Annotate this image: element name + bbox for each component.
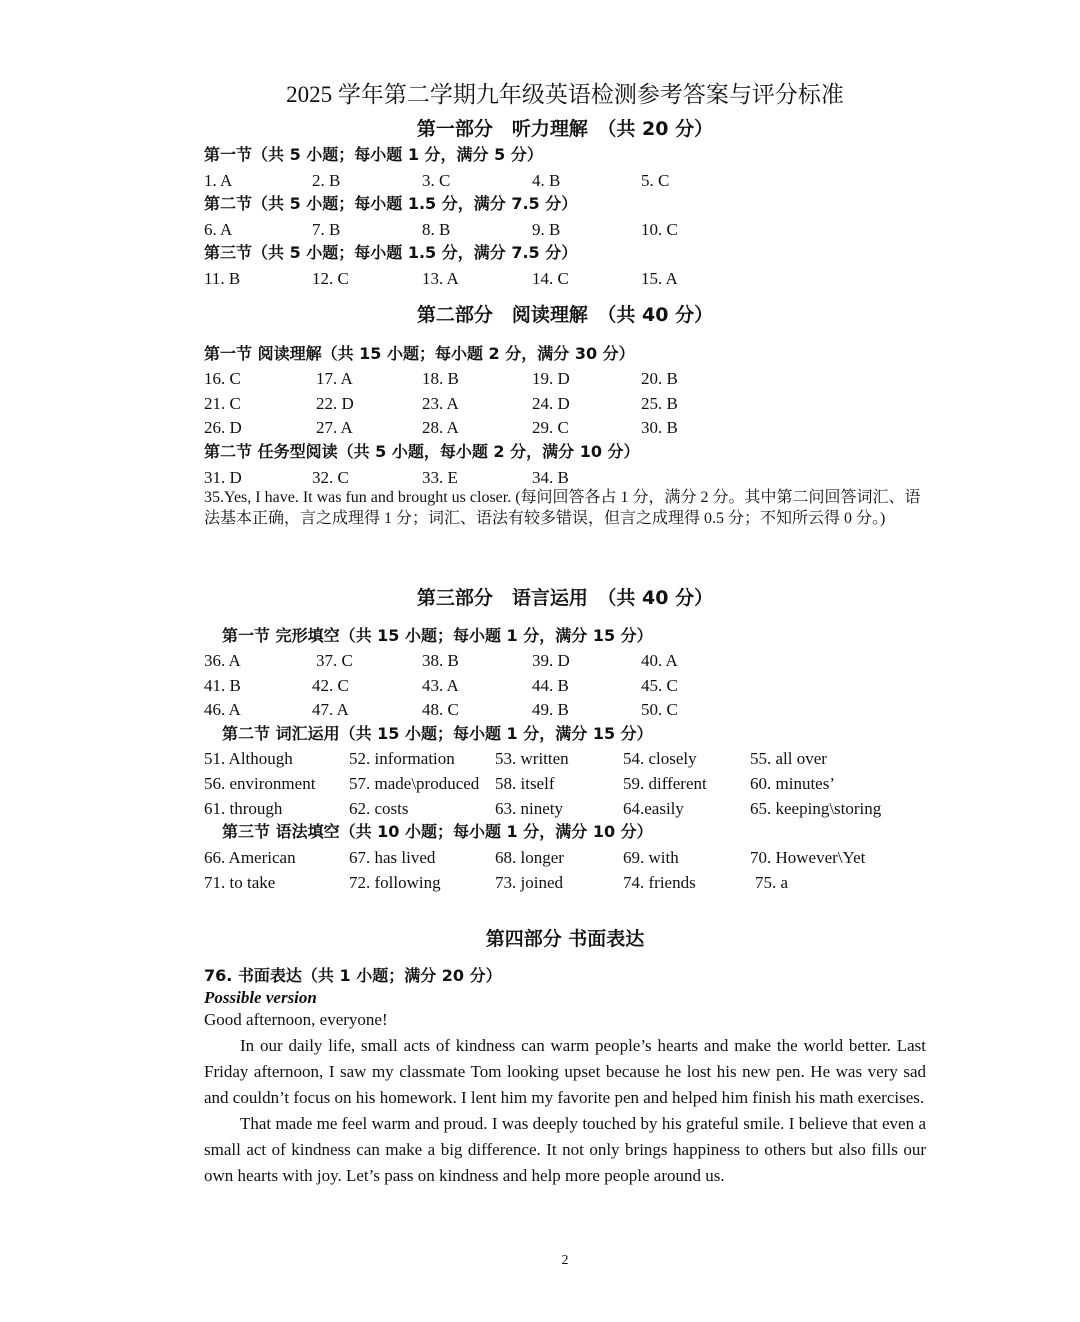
answer-item: 11. B [204,269,241,288]
answer-item: 58. itself [495,774,555,793]
answer-item: 25. B [641,394,678,413]
answer-item: 55. all over [750,749,827,768]
answer-item: 48. C [422,700,459,719]
answer-item: 7. B [312,220,341,239]
part1-section3-heading: 第三节（共 5 小题；每小题 1.5 分，满分 7.5 分） [204,243,578,262]
answer-item: 27. A [316,418,353,437]
answer-item: 9. B [532,220,561,239]
part3-heading: 第三部分 语言运用 （共 40 分） [416,587,714,609]
answer-row [0,747,1080,771]
answer-item: 70. However\Yet [750,848,866,867]
answer-item: 38. B [422,651,459,670]
essay-greeting: Good afternoon, everyone! [204,1010,388,1029]
answer-item: 2. B [312,171,341,190]
answer-item: 51. Although [204,749,293,768]
possible-version-label: Possible version [204,988,317,1007]
answer-item: 67. has lived [349,848,436,867]
answer-row [0,466,1080,490]
answer-item: 39. D [532,651,570,670]
answer-item: 24. D [532,394,570,413]
answer-item: 37. C [316,651,353,670]
answer-item: 28. A [422,418,459,437]
answer-item: 52. information [349,749,455,768]
answer-item: 73. joined [495,873,563,892]
answer-item: 72. following [349,873,441,892]
answer-row [0,674,1080,698]
answer-item: 23. A [422,394,459,413]
answer-item: 32. C [312,468,349,487]
answer-item: 33. E [422,468,458,487]
answer-item: 40. A [641,651,678,670]
part1-section2-heading: 第二节（共 5 小题；每小题 1.5 分，满分 7.5 分） [204,194,578,213]
answer-item: 17. A [316,369,353,388]
answer-item: 59. different [623,774,707,793]
q35-answer-note: 35.Yes, I have. It was fun and brought us closer. (每问回答各占 1 分，满分 2 分。其中第二问回答词汇、语法基本正确，言之成理得 1 分；词汇、语法有较多错误，但言之成理得 0.5 分；不知所云得 0 分。) [204,489,921,527]
page-title: 2025 学年第二学期九年级英语检测参考答案与评分标准 [286,82,844,107]
part3-section3-heading: 第三节 语法填空（共 10 小题；每小题 1 分，满分 10 分） [222,822,653,841]
part2-section1-heading: 第一节 阅读理解（共 15 小题；每小题 2 分，满分 30 分） [204,344,635,363]
answer-item: 21. C [204,394,241,413]
part4-section-heading: 76. 书面表达（共 1 小题；满分 20 分） [204,966,502,985]
answer-row [0,846,1080,870]
part3-section1-heading: 第一节 完形填空（共 15 小题；每小题 1 分，满分 15 分） [222,626,653,645]
answer-item: 31. D [204,468,242,487]
answer-item: 49. B [532,700,569,719]
essay-paragraph-1: In our daily life, small acts of kindness can warm people’s hearts and make the world better. Last Friday afternoon, I saw my classmate Tom looking upset because he lost his new pen. He was very sad and couldn’t focus on his homework. I lent him my favorite pen and helped him finish his math exercises. [204,1036,926,1107]
answer-row [0,392,1080,416]
answer-item: 56. environment [204,774,316,793]
answer-item: 18. B [422,369,459,388]
answer-item: 45. C [641,676,678,695]
answer-item: 74. friends [623,873,696,892]
answer-item: 20. B [641,369,678,388]
model-essay [204,1007,926,1189]
answer-item: 46. A [204,700,241,719]
answer-item: 42. C [312,676,349,695]
answer-item: 54. closely [623,749,697,768]
answer-item: 36. A [204,651,241,670]
answer-row [0,367,1080,391]
answer-item: 29. C [532,418,569,437]
answer-item: 50. C [641,700,678,719]
answer-row [0,416,1080,440]
answer-item: 63. ninety [495,799,563,818]
answer-item: 61. through [204,799,283,818]
answer-item: 53. written [495,749,569,768]
page-number: 2 [561,1253,569,1268]
part1-heading: 第一部分 听力理解 （共 20 分） [416,118,714,140]
answer-item: 64.easily [623,799,684,818]
answer-item: 34. B [532,468,569,487]
answer-item: 19. D [532,369,570,388]
answer-item: 60. minutes’ [750,774,835,793]
answer-row [0,797,1080,821]
answer-item: 69. with [623,848,679,867]
answer-item: 57. made\produced [349,774,480,793]
part4-heading: 第四部分 书面表达 [485,928,645,950]
answer-item: 44. B [532,676,569,695]
answer-item: 5. C [641,171,670,190]
answer-row [0,169,1080,193]
answer-row [0,772,1080,796]
answer-item: 3. C [422,171,451,190]
answer-item: 1. A [204,171,233,190]
part1-section1-heading: 第一节（共 5 小题；每小题 1 分，满分 5 分） [204,145,543,164]
essay-paragraph-2: That made me feel warm and proud. I was deeply touched by his grateful smile. I believe that even a small act of kindness can make a big difference. It not only brings happiness to others but also fills our own hearts with joy. Let’s pass on kindness and help more people around us. [204,1114,926,1185]
answer-row [0,649,1080,673]
answer-row [0,218,1080,242]
answer-item: 66. American [204,848,296,867]
part2-heading: 第二部分 阅读理解 （共 40 分） [416,304,714,326]
answer-item: 47. A [312,700,349,719]
part2-section2-heading: 第二节 任务型阅读（共 5 小题，每小题 2 分，满分 10 分） [204,442,640,461]
answer-item: 16. C [204,369,241,388]
answer-item: 6. A [204,220,233,239]
answer-item: 15. A [641,269,678,288]
answer-row [0,698,1080,722]
answer-item: 30. B [641,418,678,437]
answer-item: 12. C [312,269,349,288]
answer-item: 68. longer [495,848,564,867]
answer-item: 41. B [204,676,241,695]
answer-item: 43. A [422,676,459,695]
answer-item: 26. D [204,418,242,437]
answer-item: 65. keeping\storing [750,799,882,818]
answer-item: 62. costs [349,799,409,818]
answer-item: 13. A [422,269,459,288]
answer-item: 71. to take [204,873,276,892]
answer-item: 4. B [532,171,561,190]
answer-row [0,871,1080,895]
part3-section2-heading: 第二节 词汇运用（共 15 小题；每小题 1 分，满分 15 分） [222,724,653,743]
answer-item: 10. C [641,220,678,239]
answer-item: 75. a [755,873,789,892]
answer-item: 14. C [532,269,569,288]
answer-item: 8. B [422,220,451,239]
answer-row [0,267,1080,291]
answer-item: 22. D [316,394,354,413]
